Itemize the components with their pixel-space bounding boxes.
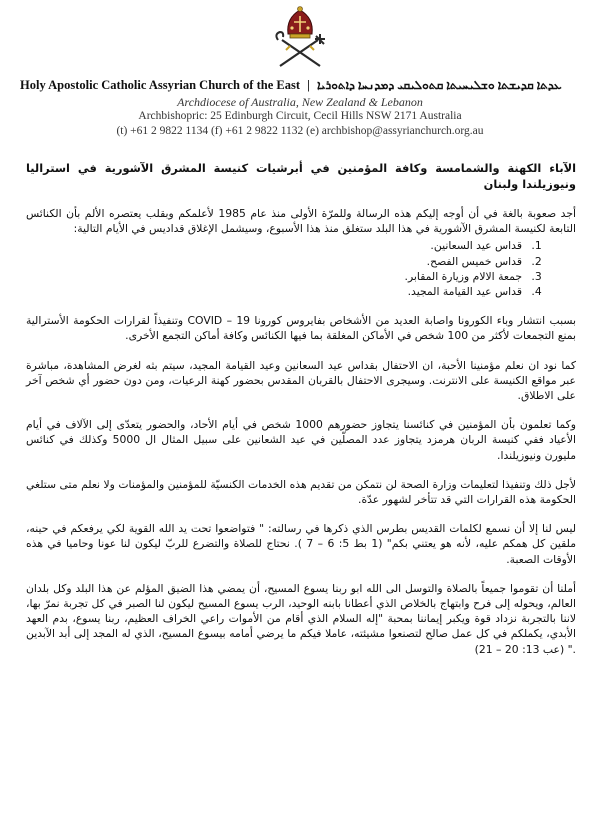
letter-title: الآباء الكهنة والشمامسة وكافة المؤمنين في أبرشيات كنيسة المشرق الآشورية في استراليا ونيوزيلندا ولبنان — [26, 161, 576, 191]
church-name-line — [20, 78, 580, 93]
health-directive-paragraph: لأجل ذلك وتنفيذا لتعليمات وزارة الصحة لن نتمكن من تقديم هذه الخدمات الكنسيّة للمؤمنين والمؤمنات ولا نعلم متى ستلغي الحكومة هذه القرارات التي قد تتأخر لشهور عدّة. — [26, 477, 576, 507]
mass-list-item: 3. جمعة الالام وزيارة المقابر. — [26, 269, 528, 284]
livestream-paragraph: كما نود ان نعلم مؤمنينا الأحبة، ان الاحتفال بقداس عيد السعانين وعيد القيامة المجيد، سيتم بثه لغرض المشاهدة، مباشرة عبر مواقع الكنيسة على الانترنت. وسيجرى الاحتفال بالقربان المقدس بحضور كهنة الرعيات، ومن دون حضور أي شخص آخر على الاطلاق. — [26, 358, 576, 403]
prayer-paragraph: أملنا أن تقوموا جميعاً بالصلاة والتوسل الى الله ابو ربنا يسوع المسيح، أن يمضي هذا الضيق المؤلم عن هذا البلد وكل بلدان العالم، ويحوله إلى فرح وابتهاج بالخلاص الذي أعطانا بابنه الوحيد، الرب يسوع المسيح ليكون لنا الصبر في كل تجربة نمرّ بها، لاننا بالتجربة نزداد قوة ويكبر إيماننا بمحبة "إله السلام الذي أقام من الأموات راعي الخراف العظيم، ربنا يسوع، بدم العهد الأبدي، يكملكم في كل عمل صالح لتصنعوا مشيئته، عاملا فيكم ما يرضي أمامه بيسوع المسيح، الذي له المجد إلى أبد الآبدين ." (عب 13: 20 – 21) — [26, 581, 576, 656]
church-crest-icon — [268, 4, 332, 74]
mass-list — [26, 238, 576, 299]
scripture-paragraph: ليس لنا إلا أن نسمع لكلمات القديس بطرس الذي ذكرها في رسالته: " فتواضعوا تحت يد الله القوية لكي يرفعكم في حينه، ملقين كل همكم عليه، لأنه هو يعتني بكم" (1 بط 5: 6 – 7 ). نحتاج للصلاة والتضرع للربّ ليكون لنا عونا وحاميا في هذه الأوقات الصعبة. — [26, 522, 576, 566]
mass-list-item: 1. قداس عيد السعانين. — [26, 238, 528, 253]
mass-list-item: 2. قداس خميس الفصح. — [26, 254, 528, 269]
letter-body — [26, 160, 576, 671]
archdiocese-name: Archdiocese of Australia, New Zealand & Lebanon — [177, 95, 423, 109]
church-name-english: Holy Apostolic Catholic Assyrian Church of the East — [20, 78, 300, 92]
archbishopric-address: Archbishopric: 25 Edinburgh Circuit, Cecil Hills NSW 2171 Australia — [138, 110, 462, 122]
covid-paragraph: بسبب انتشار وباء الكورونا واصابة العديد من الأشخاص بفايروس كورونا COVID – 19 وتنفيذاً لقرارات الحكومة الأسترالية بمنع التجمعات لأكثر من 100 شخص في الأماكن المغلقة بما فيها الكنائس وكافة أماكن التجمع الأخرى. — [26, 314, 576, 343]
attendance-paragraph: وكما تعلمون بأن المؤمنين في كنائسنا يتجاوز حضورهم 1000 شخص في أيام الأحاد، والحضور يتعدّى إلى الآلاف في أيام الأعياد ففي كنيسة الربان هرمزد يتجاوز عدد المصلّين في عيد الشعانين على سبيل المثال ال 5000 وكذلك في كنائس مليورن ونيوزيلندا. — [26, 418, 576, 462]
church-name-syriac: ܥܕܬܐ ܩܕܝܫܬܐ ܘܫܠܝܚܝܬܐ ܩܬܘܠܝܩܝ ܕܡܕܢܚܐ ܕܐܬܘܪܝܐ — [317, 78, 562, 92]
mass-list-item: 4. قداس عيد القيامة المجيد. — [26, 284, 528, 299]
contact-details: (t) +61 2 9822 1134 (f) +61 2 9822 1132 (e) archbishop@assyrianchurch.org.au — [116, 125, 484, 137]
header-separator: | — [307, 78, 310, 92]
letter-intro-paragraph: أجد صعوبة بالغة في أن أوجه إليكم هذه الرسالة وللمرّة الأولى منذ عام 1985 لأعلمكم وبقلب يعتصره الألم بأن الكنائس التابعة لكنيسة المشرق الآشورية في هذا البلد ستغلق منذ هذا الأسبوع، وسيشمل الإغلاق قداديس في الأيام التالية: — [26, 207, 576, 236]
